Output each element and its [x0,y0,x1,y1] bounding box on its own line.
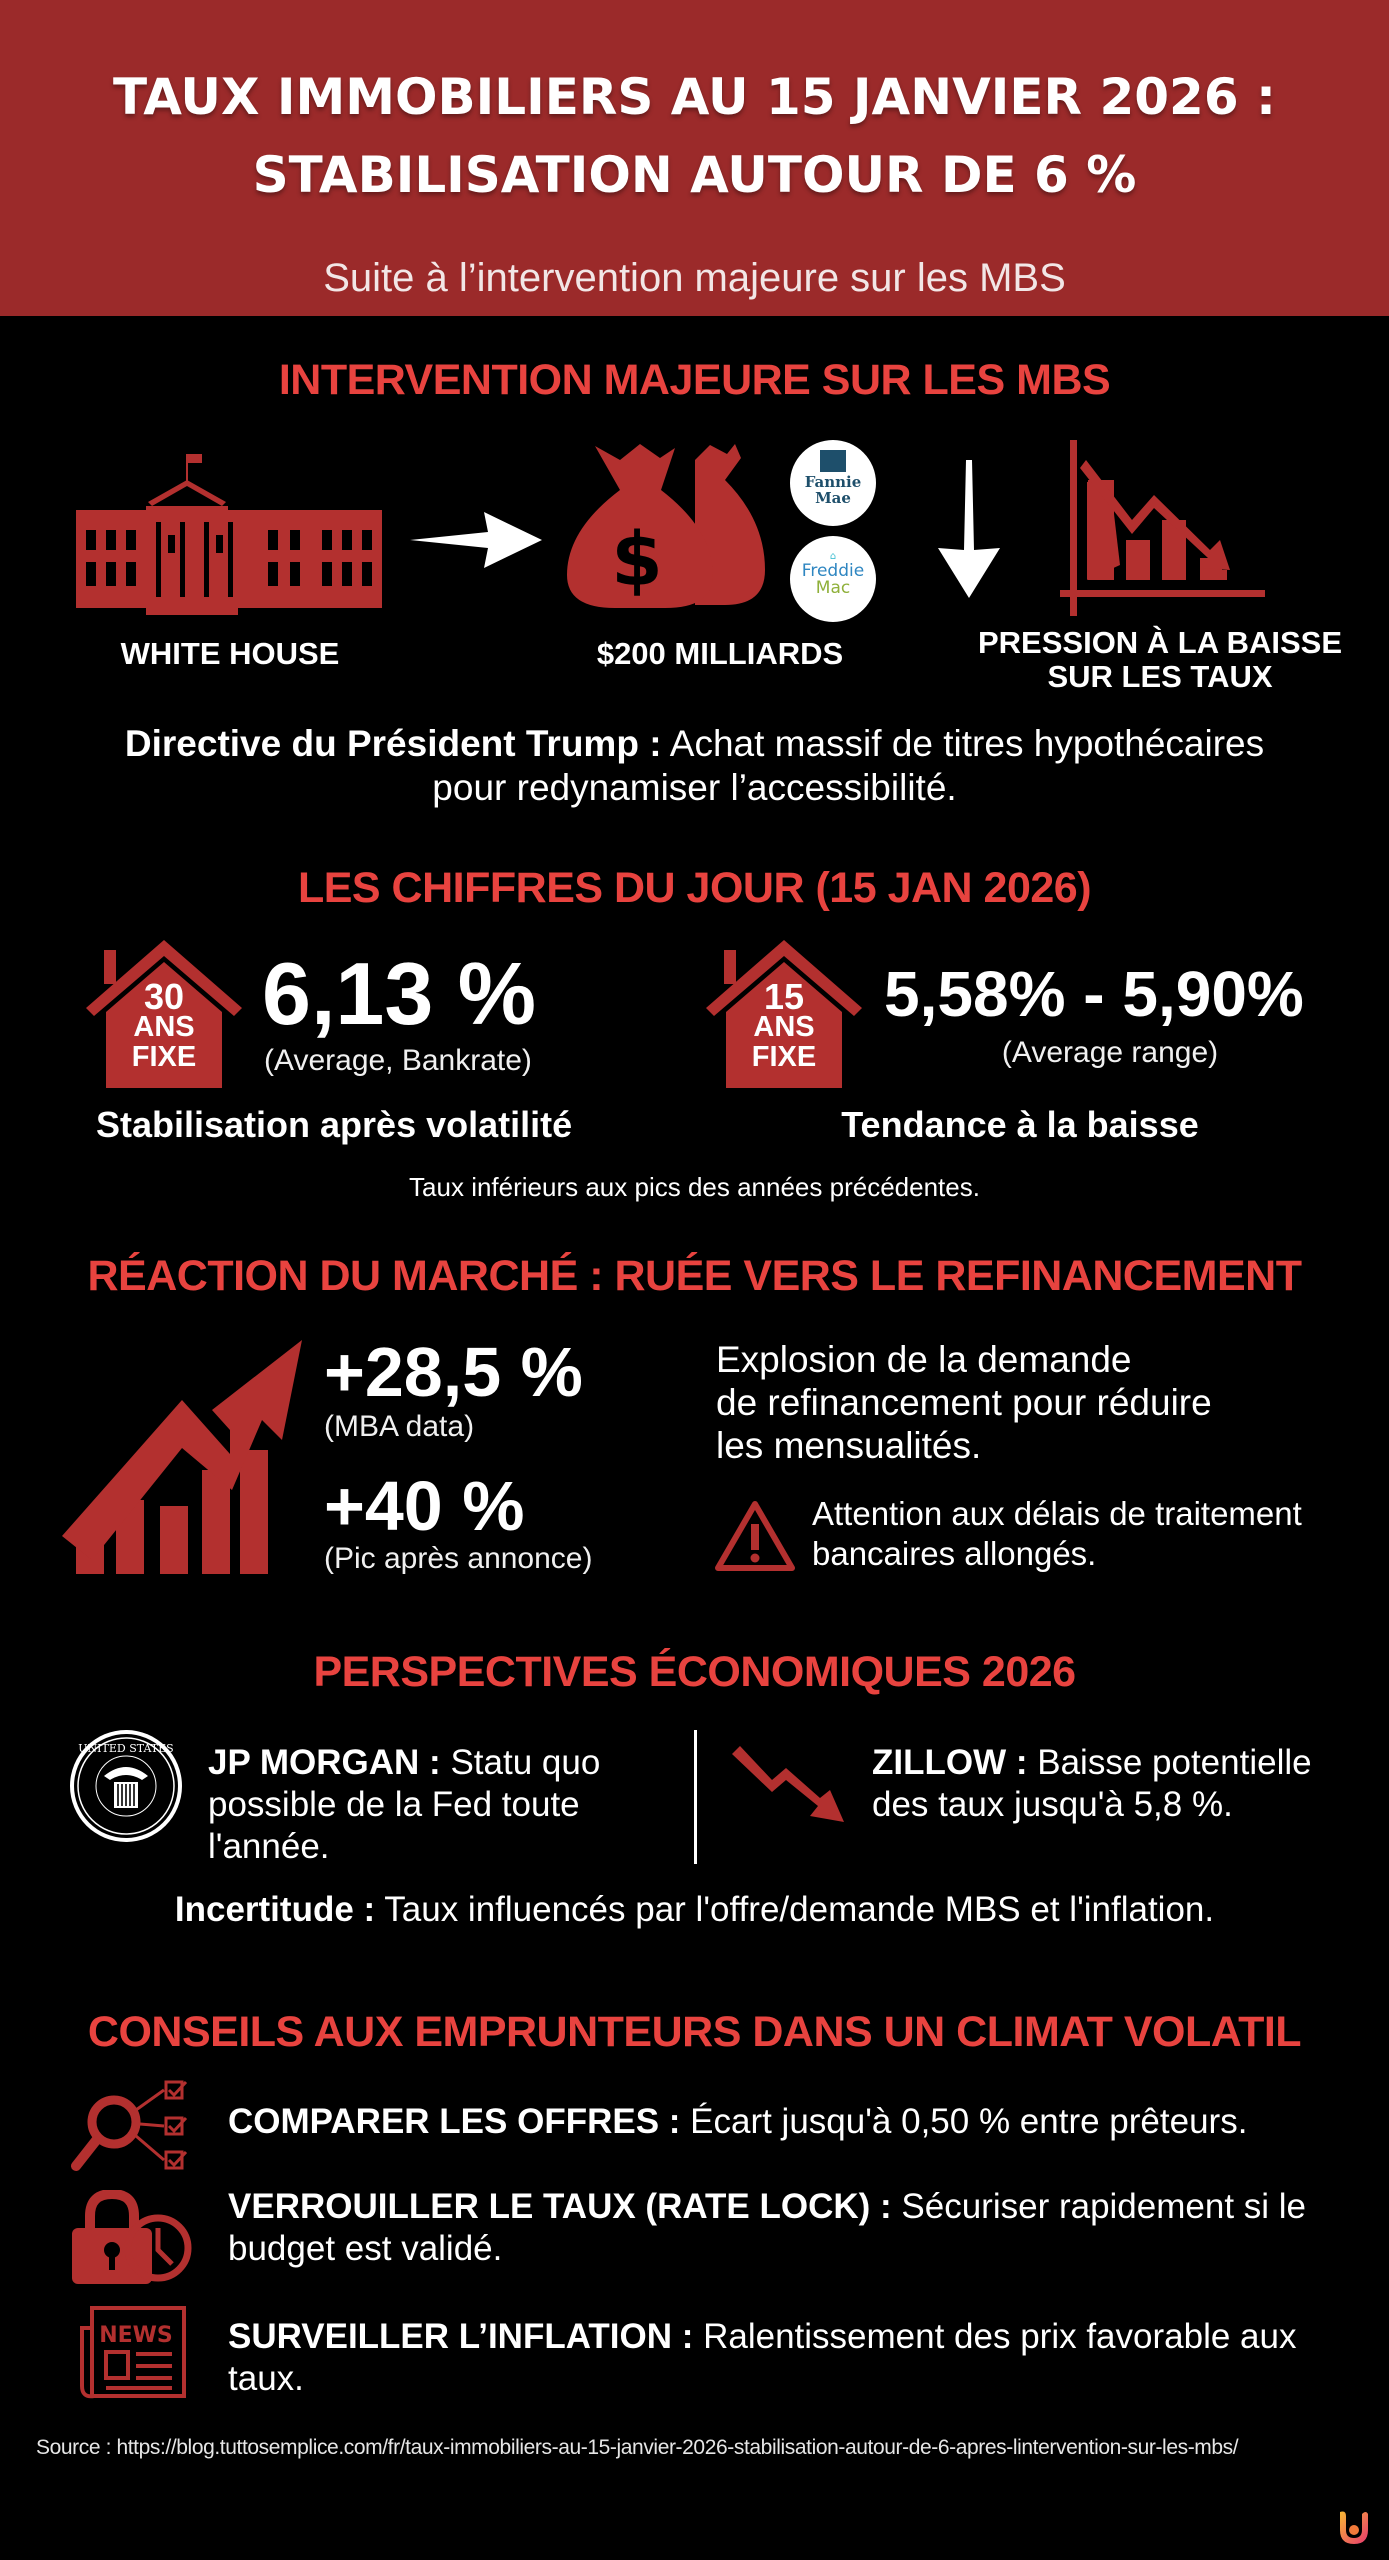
tip-rate-lock: VERROUILLER LE TAUX (RATE LOCK) : Sécuriser rapidement si le budget est validé. [228,2187,1307,2268]
directive-text: Directive du Président Trump : Achat massif de titres hypothécaires pour redynamiser l’accessibilité. [124,723,1265,808]
page-title-line1: TAUX IMMOBILIERS AU 15 JANVIER 2026 : [112,68,1277,126]
newspaper-icon [78,2306,186,2400]
refi-stat-2-note: (Pic après annonce) [324,1542,593,1575]
money-amount-label: $200 MILLIARDS [596,636,844,671]
freddie-mac-logo: ⌂ Freddie Mac [790,536,876,622]
svg-text:$: $ [611,517,663,603]
page-title-line2: STABILISATION AUTOUR DE 6 % [252,146,1137,204]
refi-stat-2-value: +40 % [324,1467,525,1545]
rate-30-note: (Average, Bankrate) [264,1044,532,1077]
rate-30-value: 6,13 % [262,944,536,1043]
uncertainty-text: Incertitude : Taux influencés par l'offre/demande MBS et l'inflation. [174,1890,1215,1929]
header-banner [0,0,1389,316]
source-link[interactable]: Source : https://blog.tuttosemplice.com/fr/taux-immobiliers-au-15-janvier-2026-stabilisation-autour-de-6-apres-lintervention-sur-les-mbs/ [36,2436,1239,2459]
money-bags-icon [565,440,771,610]
outlook-divider [694,1730,697,1864]
section-title-intervention: INTERVENTION MAJEURE SUR LES MBS [278,356,1111,404]
pressure-label: PRESSION À LA BAISSE SUR LES TAUX [977,625,1343,694]
refi-stat-1-note: (MBA data) [324,1410,475,1443]
fannie-mae-logo: Fannie Mae [790,440,876,526]
tip-compare: COMPARER LES OFFRES : Écart jusqu'à 0,50 % entre prêteurs. [228,2102,1248,2141]
falling-chart-icon [1060,440,1270,616]
rate-15-caption: Tendance à la baisse [841,1104,1199,1145]
svg-text:UNITED STATES: UNITED STATES [78,1742,174,1755]
figures-footnote: Taux inférieurs aux pics des années précédentes. [409,1172,980,1202]
jp-morgan-outlook: JP MORGAN : Statu quo possible de la Fed toute l'année. [208,1743,601,1866]
section-title-tips: CONSEILS AUX EMPRUNTEURS DANS UN CLIMAT VOLATIL [87,2008,1302,2056]
svg-text:NEWS: NEWS [99,2323,173,2348]
warning-icon [714,1500,796,1572]
magnifier-checklist-icon [70,2080,194,2174]
rising-chart-icon [62,1340,306,1580]
arrow-down-icon [936,460,1002,600]
white-house-label: WHITE HOUSE [120,636,340,671]
refi-stat-1-value: +28,5 % [324,1333,583,1411]
lock-clock-icon [70,2190,194,2284]
house-15-label: 15 ANS FIXE [751,976,817,1073]
section-title-market: RÉACTION DU MARCHÉ : RUÉE VERS LE REFINANCEMENT [87,1252,1302,1300]
section-title-figures: LES CHIFFRES DU JOUR (15 JAN 2026) [297,864,1092,912]
rate-15-note: (Average range) [1001,1036,1219,1069]
tip-inflation: SURVEILLER L’INFLATION : Ralentissement des prix favorable aux taux. [228,2317,1297,2398]
rate-30-caption: Stabilisation après volatilité [96,1104,573,1145]
brand-logo-icon [1336,2508,1372,2546]
page-subtitle: Suite à l’intervention majeure sur les MBS [323,256,1066,300]
downtrend-arrow-icon [732,1746,848,1826]
white-house-icon [76,450,382,615]
house-30-label: 30 ANS FIXE [131,976,197,1073]
arrow-right-icon [408,510,544,570]
refi-warning-text: Attention aux délais de traitement bancaires allongés. [812,1495,1302,1572]
federal-reserve-seal-icon [68,1728,184,1844]
zillow-outlook: ZILLOW : Baisse potentielle des taux jusqu'à 5,8 %. [872,1743,1312,1824]
section-title-outlook: PERSPECTIVES ÉCONOMIQUES 2026 [313,1648,1076,1696]
refi-explosion-text: Explosion de la demande de refinancement pour réduire les mensualités. [716,1339,1212,1466]
rate-15-value: 5,58% - 5,90% [884,958,1304,1030]
